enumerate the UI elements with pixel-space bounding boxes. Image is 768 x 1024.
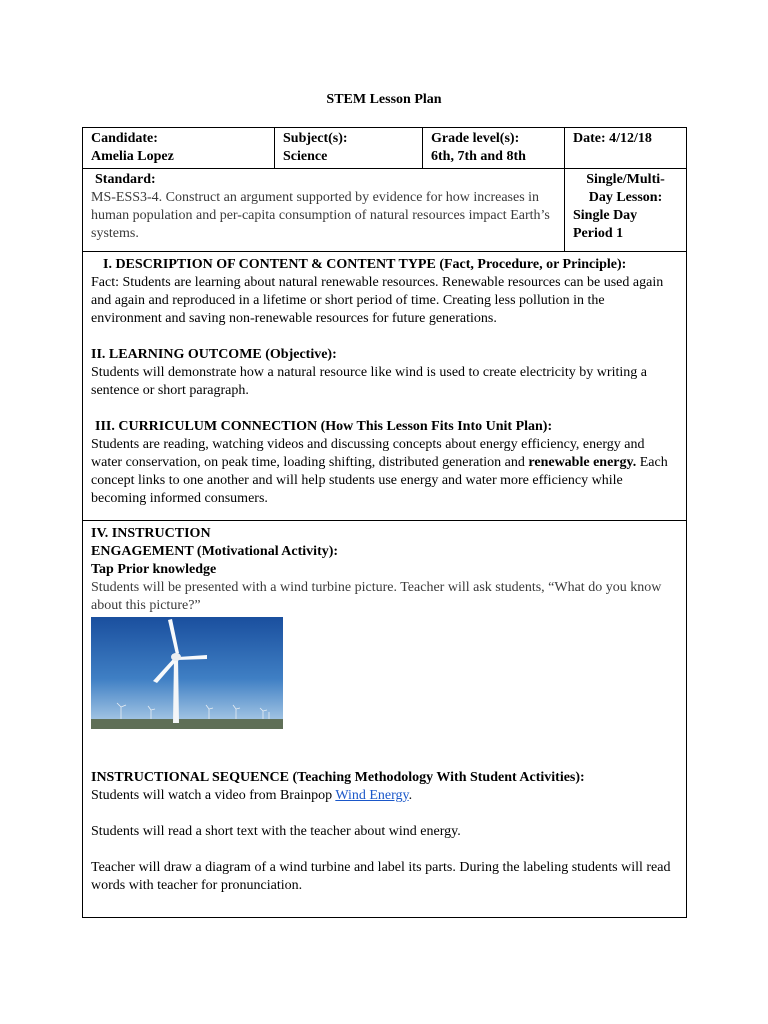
candidate-label: Candidate: <box>91 131 158 146</box>
instruction-row <box>83 521 687 918</box>
subject-value: Science <box>283 149 328 164</box>
instruction-cell <box>83 521 687 918</box>
section1-heading: I. DESCRIPTION OF CONTENT & CONTENT TYPE (Fact, Procedure, or Principle): <box>103 257 627 272</box>
date-cell <box>565 128 687 169</box>
section2-text: Students will demonstrate how a natural resource like wind is used to create electricity by writing a sentence or short paragraph. <box>91 365 647 398</box>
section3-text-bold: renewable energy. <box>528 455 637 470</box>
section3-text-b: Each concept links to one another and will help students use energy and water more efficiency while becoming informed consumers. <box>91 455 668 506</box>
period-value: Period 1 <box>573 226 624 241</box>
section4-heading: IV. INSTRUCTION <box>91 526 211 541</box>
read-text: Students will read a short text with the teacher about wind energy. <box>91 824 461 839</box>
standard-label: Standard: <box>95 172 156 187</box>
section1-text: Fact: Students are learning about natural renewable resources. Renewable resources can be used again and again and reproduced in a lifetime or short period of time. Creating less pollution in the environment and saving non-renewable resources for future generations. <box>91 275 664 326</box>
standard-cell <box>83 169 565 252</box>
sequence-heading: INSTRUCTIONAL SEQUENCE (Teaching Methodology With Student Activities): <box>91 770 585 785</box>
content-cell <box>83 252 687 521</box>
section3-heading: III. CURRICULUM CONNECTION (How This Lesson Fits Into Unit Plan): <box>95 419 553 434</box>
standard-text: MS-ESS3-4. Construct an argument supported by evidence for how increases in human population and per-capita consumption of natural resources impact Earth’s systems. <box>91 190 550 241</box>
diagram-text: Teacher will draw a diagram of a wind turbine and label its parts. During the labeling students will read words with teacher for pronunciation. <box>91 860 671 893</box>
candidate-cell <box>83 128 275 169</box>
content-row <box>83 252 687 521</box>
section2-heading: II. LEARNING OUTCOME (Objective): <box>91 347 337 362</box>
document-title: STEM Lesson Plan <box>326 92 442 107</box>
wind-energy-link[interactable]: Wind Energy <box>335 788 409 803</box>
lesson-type-cell <box>565 169 687 252</box>
subject-cell <box>275 128 423 169</box>
lesson-type-value: Single Day <box>573 208 638 223</box>
grade-cell <box>423 128 565 169</box>
date-label: Date: 4/12/18 <box>573 131 652 146</box>
video-text: Students will watch a video from Brainpop <box>91 788 336 803</box>
candidate-value: Amelia Lopez <box>91 149 174 164</box>
standard-row <box>83 169 687 252</box>
engagement-heading: ENGAGEMENT (Motivational Activity): <box>91 544 339 559</box>
wind-turbine-image <box>91 617 283 729</box>
grade-value: 6th, 7th and 8th <box>431 149 526 164</box>
engagement-text: Students will be presented with a wind turbine picture. Teacher will ask students, “What do you know about this picture?” <box>91 580 662 613</box>
video-line <box>91 787 678 805</box>
header-row <box>83 128 687 169</box>
lesson-type-label-2: Day Lesson: <box>588 190 663 205</box>
section3-text-a: Students are reading, watching videos and discussing concepts about energy efficiency, energy and water conservation, on peak time, loading shifting, distributed generation and <box>91 437 645 470</box>
subject-label: Subject(s): <box>283 131 348 146</box>
lesson-type-label-1: Single/Multi- <box>586 172 665 187</box>
grade-label: Grade level(s): <box>431 131 520 146</box>
video-end: . <box>408 788 413 803</box>
tap-heading: Tap Prior knowledge <box>91 562 217 577</box>
section3-text <box>91 436 678 508</box>
lesson-plan-table <box>82 127 687 918</box>
